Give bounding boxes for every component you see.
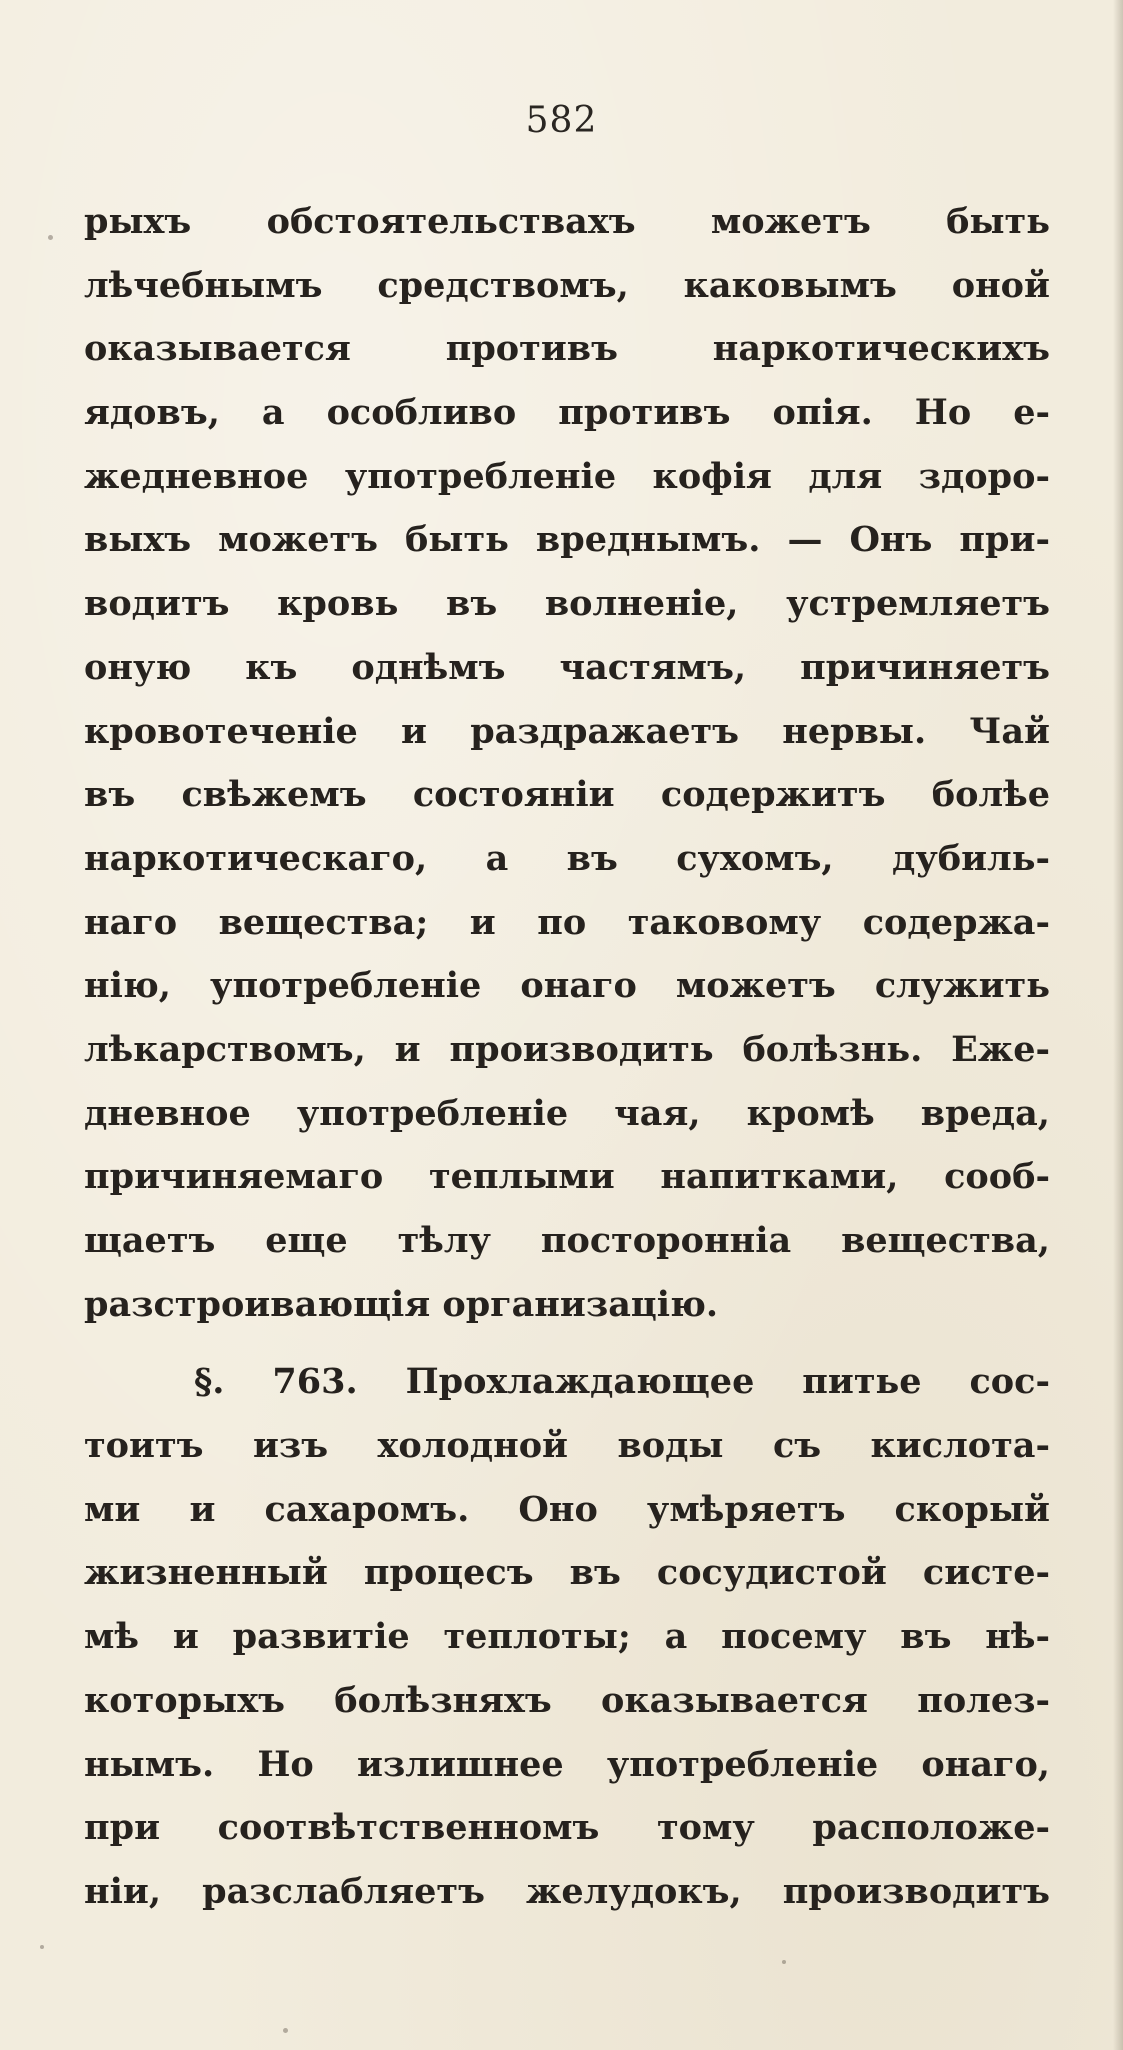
text-line: щаетъ еще тѣлу посторонніа вещества, [84, 1220, 1050, 1261]
text-line: ніи, разслабляетъ желудокъ, производитъ [84, 1870, 1050, 1912]
text-line: наго вещества; и по таковому содержа- [84, 901, 1050, 943]
text-line: лѣчебнымъ средствомъ, каковымъ оной [84, 264, 1050, 306]
paper-speck [782, 1960, 786, 1964]
text-line: наркотическаго, а въ сухомъ, дубиль- [84, 837, 1050, 879]
paper-speck [48, 235, 53, 240]
text-line: водитъ кровь въ волненіе, устремляетъ [84, 583, 1050, 625]
page-number: 582 [525, 100, 598, 141]
text-line: нію, употребленіе онаго можетъ служить [84, 965, 1050, 1007]
text-line: жедневное употребленіе кофія для здоро- [84, 455, 1050, 497]
text-line: тоитъ изъ холодной воды съ кислота- [84, 1425, 1050, 1467]
text-line: ядовъ, а особливо противъ опія. Но е- [84, 392, 1050, 434]
paper-speck [283, 2028, 288, 2033]
text-line: нымъ. Но излишнее употребленіе онаго, [84, 1743, 1050, 1785]
paragraph-2 [84, 1350, 1050, 1923]
paragraph-1 [84, 190, 1050, 1336]
text-line: ми и сахаромъ. Оно умѣряетъ скорый [84, 1488, 1050, 1530]
text-line: разстроивающія организацію. [84, 1283, 719, 1325]
text-line: мѣ и развитіе теплоты; а посему въ нѣ- [84, 1616, 1050, 1658]
page-text [84, 190, 1050, 1924]
text-line: оную къ однѣмъ частямъ, причиняетъ [84, 646, 1050, 688]
paper-speck [40, 1945, 44, 1949]
section-heading-line: §. 763. Прохлаждающее питье сос- [194, 1361, 1050, 1403]
text-line: которыхъ болѣзняхъ оказывается полез- [84, 1679, 1050, 1721]
text-line: дневное употребленіе чая, кромѣ вреда, [84, 1092, 1050, 1134]
text-line: лѣкарствомъ, и производить болѣзнь. Еже- [84, 1028, 1050, 1070]
text-line: въ свѣжемъ состояніи содержитъ болѣе [84, 774, 1050, 816]
text-line: причиняемаго теплыми напитками, сооб- [84, 1156, 1050, 1198]
text-line: выхъ можетъ быть вреднымъ. — Онъ при- [84, 519, 1050, 561]
text-line: рыхъ обстоятельствахъ можетъ быть [84, 201, 1050, 242]
page-edge-shadow [1113, 0, 1123, 2050]
text-line: при соотвѣтственномъ тому расположе- [84, 1807, 1050, 1849]
text-line: кровотеченіе и раздражаетъ нервы. Чай [84, 710, 1050, 752]
text-line: оказывается противъ наркотическихъ [84, 328, 1050, 370]
text-line: жизненный процесъ въ сосудистой систе- [84, 1552, 1050, 1594]
